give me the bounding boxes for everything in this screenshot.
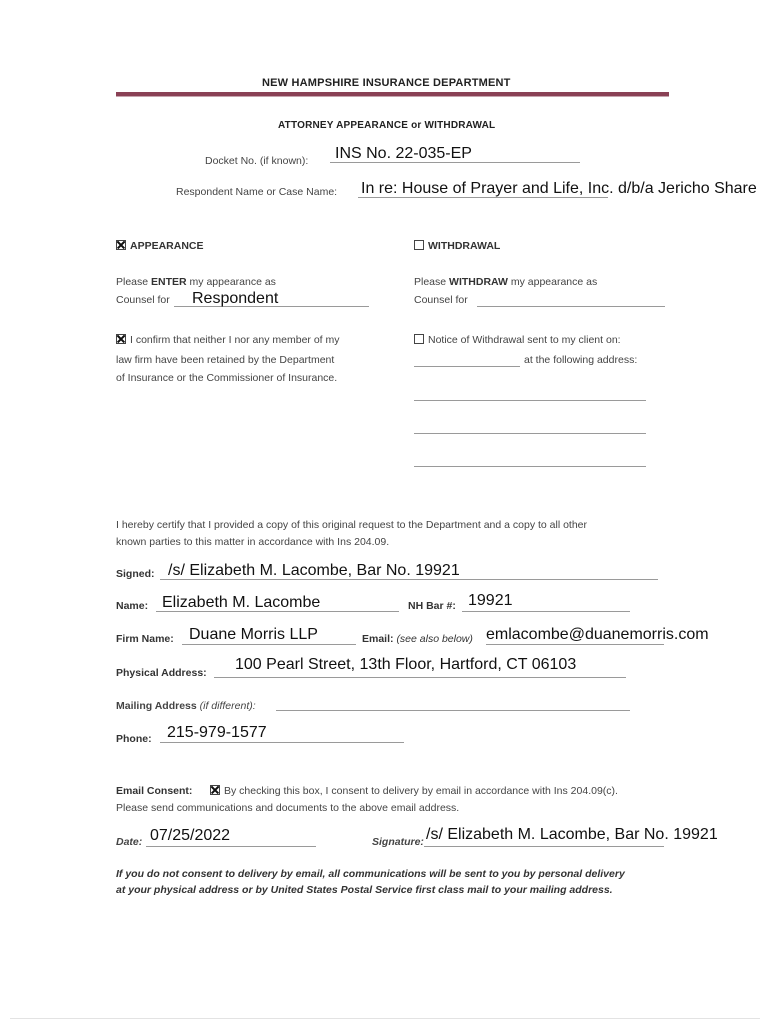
notice-line-2: at the following address: <box>524 354 638 366</box>
date-label: Date: <box>116 836 143 848</box>
bar-field[interactable]: 19921 <box>468 592 513 609</box>
name-label: Name: <box>116 600 149 612</box>
respondent-field[interactable]: In re: House of Prayer and Life, Inc. d/b/a Jericho Share <box>361 180 757 197</box>
phone-field[interactable]: 215-979-1577 <box>167 724 267 741</box>
email-field[interactable]: emlacombe@duanemorris.com <box>486 626 709 643</box>
withdrawal-heading: WITHDRAWAL <box>428 240 501 252</box>
firm-line <box>182 644 356 645</box>
confirm-line-3: of Insurance or the Commissioner of Insurance. <box>116 372 338 384</box>
docket-label: Docket No. (if known): <box>205 155 309 167</box>
confirm-line-2: law firm have been retained by the Department <box>116 354 335 366</box>
confirm-checkbox[interactable] <box>116 334 126 344</box>
phone-label: Phone: <box>116 733 152 745</box>
certify-line-1: I hereby certify that I provided a copy of this original request to the Department and a copy to all other <box>116 519 588 531</box>
footer-line-2: at your physical address or by United States Postal Service first class mail to your mailing address. <box>116 884 613 896</box>
respondent-label: Respondent Name or Case Name: <box>176 186 338 198</box>
address-line-2[interactable] <box>414 433 646 434</box>
address-line-3[interactable] <box>414 466 646 467</box>
appearance-checkbox[interactable] <box>116 240 126 250</box>
email-line <box>486 644 664 645</box>
withdrawal-option[interactable] <box>414 240 500 252</box>
signature-label: Signature: <box>372 836 424 848</box>
signed-field[interactable]: /s/ Elizabeth M. Lacombe, Bar No. 19921 <box>168 562 460 579</box>
withdrawal-counsel-label: Counsel for <box>414 294 468 306</box>
email-label: Email: (see also below) <box>362 633 473 645</box>
appearance-enter-text: Please ENTER my appearance as <box>116 276 276 288</box>
notice-line-1[interactable]: Notice of Withdrawal sent to my client on: <box>414 334 621 346</box>
signature-field[interactable]: /s/ Elizabeth M. Lacombe, Bar No. 19921 <box>426 826 718 843</box>
physical-address-field[interactable]: 100 Pearl Street, 13th Floor, Hartford, CT 06103 <box>235 656 577 673</box>
bar-line <box>462 611 630 612</box>
bottom-page-edge <box>10 1018 760 1019</box>
date-line <box>146 846 316 847</box>
signed-label: Signed: <box>116 568 155 580</box>
date-field[interactable]: 07/25/2022 <box>150 827 231 844</box>
appearance-option[interactable] <box>116 240 204 252</box>
firm-label: Firm Name: <box>116 633 174 645</box>
header-rule-shadow <box>116 96 669 97</box>
notice-date-field[interactable] <box>414 366 520 367</box>
bar-label: NH Bar #: <box>408 600 456 612</box>
mailing-address-label: Mailing Address (if different): <box>116 700 256 712</box>
email-consent-label: Email Consent: <box>116 785 193 797</box>
email-consent-text-1[interactable]: By checking this box, I consent to delivery by email in accordance with Ins 204.09(c). <box>210 785 618 797</box>
appearance-counsel-field[interactable]: Respondent <box>192 290 279 307</box>
withdrawal-counsel-field[interactable] <box>477 306 665 307</box>
appearance-heading: APPEARANCE <box>130 240 204 252</box>
footer-line-1: If you do not consent to delivery by email, all communications will be sent to you by personal delivery <box>116 868 625 880</box>
signature-line <box>424 846 664 847</box>
confirm-line-1[interactable]: I confirm that neither I nor any member of my <box>116 334 340 346</box>
appearance-counsel-label: Counsel for <box>116 294 170 306</box>
name-field[interactable]: Elizabeth M. Lacombe <box>162 594 321 611</box>
phone-line <box>160 742 404 743</box>
withdrawal-text: Please WITHDRAW my appearance as <box>414 276 598 288</box>
email-consent-text-2: Please send communications and documents to the above email address. <box>116 802 460 814</box>
withdrawal-checkbox[interactable] <box>414 240 424 250</box>
physical-address-label: Physical Address: <box>116 667 207 679</box>
department-title: NEW HAMPSHIRE INSURANCE DEPARTMENT <box>262 77 511 89</box>
firm-field[interactable]: Duane Morris LLP <box>189 626 318 643</box>
certify-line-2: known parties to this matter in accordance with Ins 204.09. <box>116 536 390 548</box>
physical-address-line <box>214 677 626 678</box>
mailing-address-field[interactable] <box>276 710 630 711</box>
form-title: ATTORNEY APPEARANCE or WITHDRAWAL <box>278 120 496 131</box>
docket-field[interactable]: INS No. 22-035-EP <box>335 145 472 162</box>
email-consent-checkbox[interactable] <box>210 785 220 795</box>
notice-checkbox[interactable] <box>414 334 424 344</box>
address-line-1[interactable] <box>414 400 646 401</box>
